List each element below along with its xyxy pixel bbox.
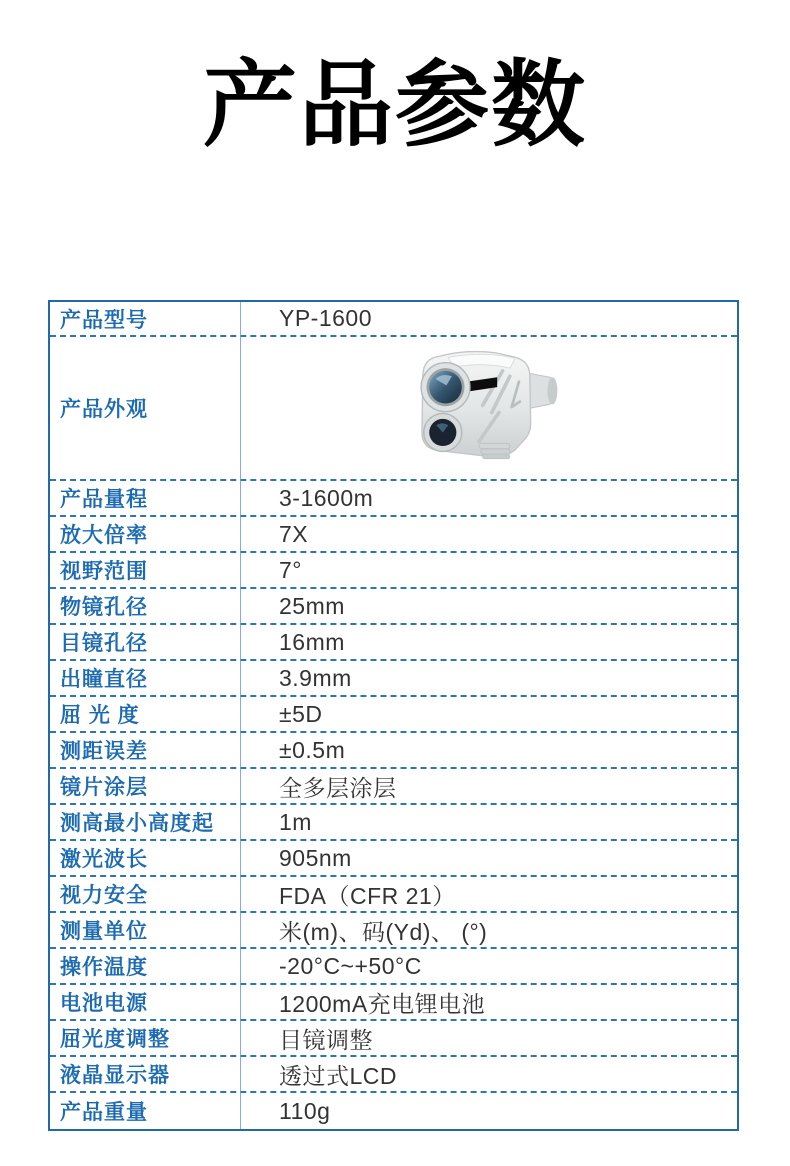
spec-value: ±5D (279, 700, 323, 727)
spec-label: 产品外观 (50, 337, 241, 479)
spec-label: 测量单位 (50, 913, 241, 947)
spec-label: 液晶显示器 (50, 1057, 241, 1091)
spec-label: 电池电源 (50, 985, 241, 1019)
spec-value: -20°C~+50°C (279, 952, 422, 979)
spec-label: 操作温度 (50, 949, 241, 983)
spec-value: 目镜调整 (279, 1026, 373, 1053)
spec-value: 7° (279, 556, 302, 583)
table-row (50, 625, 737, 661)
spec-value: 1m (279, 808, 312, 835)
rangefinder-image (412, 349, 566, 467)
table-row (50, 841, 737, 877)
spec-value: 7X (279, 520, 309, 547)
spec-label: 测高最小高度起 (50, 805, 241, 839)
spec-value: 110g (279, 1097, 331, 1124)
table-row (50, 517, 737, 553)
table-row (50, 1093, 737, 1129)
table-row (50, 1057, 737, 1093)
spec-value: 905nm (279, 844, 352, 871)
table-row (50, 661, 737, 697)
table-row (50, 949, 737, 985)
table-row (50, 697, 737, 733)
table-row (50, 913, 737, 949)
spec-label: 产品型号 (50, 302, 241, 335)
spec-label: 屈 光 度 (50, 697, 241, 731)
spec-value: 3.9mm (279, 664, 352, 691)
spec-value: 1200mA充电锂电池 (279, 990, 486, 1017)
page-title: 产品参数 (202, 50, 587, 160)
spec-value: 透过式LCD (279, 1062, 398, 1089)
spec-value: 25mm (279, 592, 345, 619)
spec-value: 16mm (279, 628, 345, 655)
spec-label: 视野范围 (50, 553, 241, 587)
table-row (50, 481, 737, 517)
table-row (50, 589, 737, 625)
spec-label: 视力安全 (50, 877, 241, 911)
table-row (50, 337, 737, 481)
table-row (50, 733, 737, 769)
spec-label: 放大倍率 (50, 517, 241, 551)
spec-label: 出瞳直径 (50, 661, 241, 695)
spec-label: 产品量程 (50, 481, 241, 515)
spec-label: 激光波长 (50, 841, 241, 875)
spec-label: 测距误差 (50, 733, 241, 767)
table-row (50, 805, 737, 841)
spec-label: 镜片涂层 (50, 769, 241, 803)
product-parameters-page (0, 50, 790, 1124)
table-row (50, 553, 737, 589)
table-row (50, 302, 737, 337)
spec-value: 米(m)、码(Yd)、 (°) (279, 918, 488, 945)
table-row (50, 1021, 737, 1057)
spec-label: 目镜孔径 (50, 625, 241, 659)
spec-value: YP-1600 (279, 305, 373, 331)
table-row (50, 985, 737, 1021)
spec-value (241, 337, 737, 479)
spec-label: 屈光度调整 (50, 1021, 241, 1055)
spec-label: 物镜孔径 (50, 589, 241, 623)
spec-value: FDA（CFR 21） (279, 882, 456, 909)
spec-value: 3-1600m (279, 484, 374, 511)
spec-value: 全多层涂层 (279, 774, 397, 801)
spec-value: ±0.5m (279, 736, 346, 763)
spec-label: 产品重量 (50, 1093, 241, 1129)
table-row (50, 877, 737, 913)
spec-table (48, 300, 739, 1131)
table-row (50, 769, 737, 805)
